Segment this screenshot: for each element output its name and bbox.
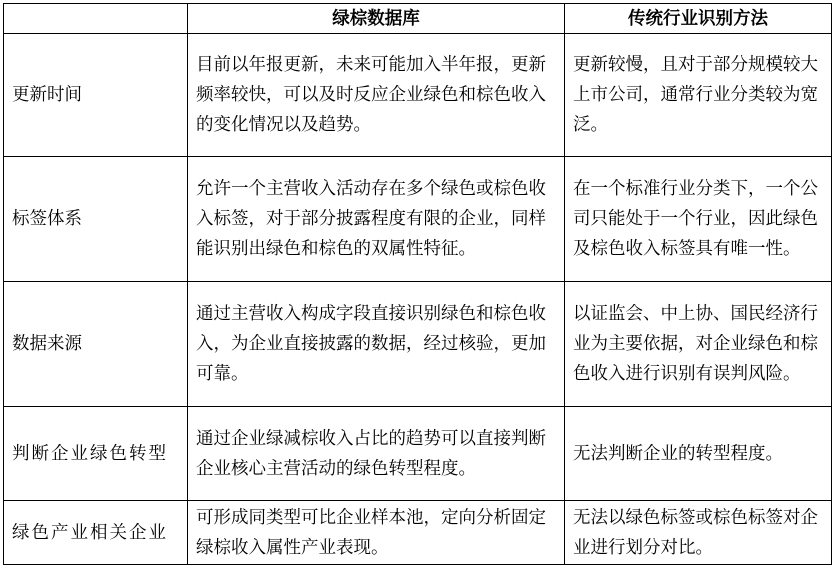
green-brown-cell: 可形成同类型可比企业样本池，定向分析固定绿棕收入属性产业表现。 <box>188 501 565 565</box>
traditional-cell: 更新较慢，且对于部分规模较大上市公司，通常行业分类较为宽泛。 <box>565 34 832 157</box>
table-row <box>4 407 832 501</box>
header-row <box>4 4 832 34</box>
green-brown-cell: 目前以年报更新，未来可能加入半年报，更新频率较快，可以及时反应企业绿色和棕色收入的变化情况以及趋势。 <box>188 34 565 157</box>
green-brown-cell: 通过企业绿减棕收入占比的趋势可以直接判断企业核心主营活动的绿色转型程度。 <box>188 407 565 501</box>
traditional-cell: 无法以绿色标签或棕色标签对企业进行划分对比。 <box>565 501 832 565</box>
row-label: 更新时间 <box>4 34 188 157</box>
row-label: 标签体系 <box>4 157 188 282</box>
row-label: 绿色产业相关企业 <box>4 501 188 565</box>
comparison-table <box>3 3 832 565</box>
traditional-cell: 无法判断企业的转型程度。 <box>565 407 832 501</box>
header-cell-traditional-method: 传统行业识别方法 <box>565 4 832 34</box>
header-cell-empty <box>4 4 188 34</box>
table-row <box>4 34 832 157</box>
table-row <box>4 501 832 565</box>
green-brown-cell: 通过主营收入构成字段直接识别绿色和棕色收入，为企业直接披露的数据，经过核验，更加可靠。 <box>188 282 565 407</box>
green-brown-cell: 允许一个主营收入活动存在多个绿色或棕色收入标签，对于部分披露程度有限的企业，同样能识别出绿色和棕色的双属性特征。 <box>188 157 565 282</box>
traditional-cell: 以证监会、中上协、国民经济行业为主要依据，对企业绿色和棕色收入进行识别有误判风险。 <box>565 282 832 407</box>
row-label: 数据来源 <box>4 282 188 407</box>
traditional-cell: 在一个标准行业分类下，一个公司只能处于一个行业，因此绿色及棕色收入标签具有唯一性。 <box>565 157 832 282</box>
header-cell-green-brown-db: 绿棕数据库 <box>188 4 565 34</box>
table-row <box>4 282 832 407</box>
row-label: 判断企业绿色转型 <box>4 407 188 501</box>
table-row <box>4 157 832 282</box>
